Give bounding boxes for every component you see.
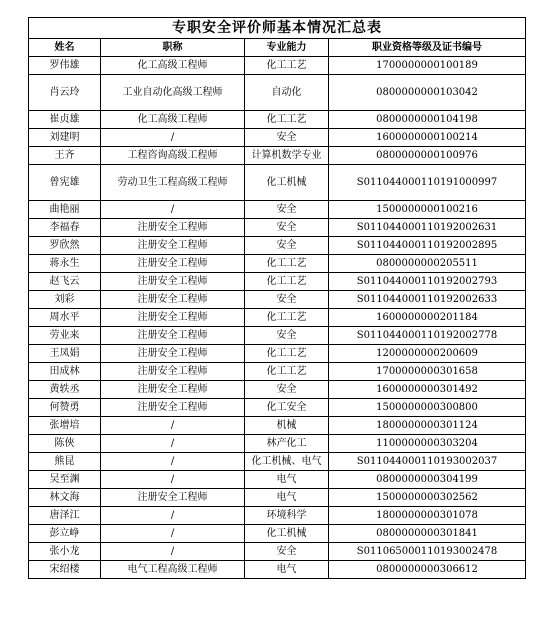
table-row [29, 543, 526, 561]
cell-title: / [101, 201, 245, 219]
header-title: 职称 [101, 39, 245, 57]
cell-cert: 1600000000100214 [329, 129, 526, 147]
table-row [29, 219, 526, 237]
cell-name: 赵飞云 [29, 273, 101, 291]
cell-ability: 安全 [245, 237, 329, 255]
cell-cert: 0800000000205511 [329, 255, 526, 273]
table-row [29, 363, 526, 381]
cell-cert: S011065000110193002478 [329, 543, 526, 561]
cell-name: 吴至渊 [29, 471, 101, 489]
cell-name: 田成林 [29, 363, 101, 381]
table-row [29, 327, 526, 345]
table-row [29, 561, 526, 579]
cell-title: 电气工程高级工程师 [101, 561, 245, 579]
cell-name: 何赞勇 [29, 399, 101, 417]
cell-name: 熊昆 [29, 453, 101, 471]
table-row [29, 309, 526, 327]
table-row [29, 471, 526, 489]
table-row [29, 525, 526, 543]
cell-ability: 电气 [245, 561, 329, 579]
cell-cert: 1700000000301658 [329, 363, 526, 381]
cell-title: / [101, 417, 245, 435]
cell-title: / [101, 435, 245, 453]
table-row [29, 417, 526, 435]
table-row [29, 345, 526, 363]
table-row [29, 165, 526, 201]
cell-title: 注册安全工程师 [101, 345, 245, 363]
header-row [29, 39, 526, 57]
cell-ability: 林产化工 [245, 435, 329, 453]
cell-name: 罗伟雄 [29, 57, 101, 75]
cell-cert: 0800000000304199 [329, 471, 526, 489]
table-row [29, 237, 526, 255]
cell-name: 黄轶丞 [29, 381, 101, 399]
cell-cert: 0800000000306612 [329, 561, 526, 579]
cell-ability: 安全 [245, 219, 329, 237]
cell-ability: 化工机械 [245, 525, 329, 543]
cell-title: 注册安全工程师 [101, 363, 245, 381]
cell-cert: 1100000000303204 [329, 435, 526, 453]
cell-ability: 安全 [245, 543, 329, 561]
cell-name: 蒋永生 [29, 255, 101, 273]
cell-title: 劳动卫生工程高级工程师 [101, 165, 245, 201]
cell-ability: 化工工艺 [245, 57, 329, 75]
cell-cert: 1800000000301124 [329, 417, 526, 435]
cell-name: 王齐 [29, 147, 101, 165]
cell-ability: 自动化 [245, 75, 329, 111]
cell-ability: 电气 [245, 489, 329, 507]
cell-ability: 安全 [245, 129, 329, 147]
cell-title: 注册安全工程师 [101, 291, 245, 309]
cell-ability: 化工工艺 [245, 363, 329, 381]
cell-cert: S011044000110192002778 [329, 327, 526, 345]
cell-name: 彭立峥 [29, 525, 101, 543]
cell-name: 罗欣然 [29, 237, 101, 255]
cell-ability: 安全 [245, 381, 329, 399]
cell-ability: 化工工艺 [245, 111, 329, 129]
cell-ability: 化工机械 [245, 165, 329, 201]
cell-title: / [101, 129, 245, 147]
cell-name: 张小龙 [29, 543, 101, 561]
cell-title: 工业自动化高级工程师 [101, 75, 245, 111]
personnel-summary-table [28, 17, 526, 579]
cell-title: / [101, 507, 245, 525]
cell-cert: 1600000000301492 [329, 381, 526, 399]
cell-cert: 1600000000201184 [329, 309, 526, 327]
cell-ability: 环境科学 [245, 507, 329, 525]
table-row [29, 273, 526, 291]
cell-title: 工程咨询高级工程师 [101, 147, 245, 165]
cell-ability: 化工安全 [245, 399, 329, 417]
cell-name: 曲艳丽 [29, 201, 101, 219]
cell-title: / [101, 525, 245, 543]
cell-ability: 计算机数学专业 [245, 147, 329, 165]
table-row [29, 489, 526, 507]
cell-title: 注册安全工程师 [101, 255, 245, 273]
table-row [29, 147, 526, 165]
cell-cert: S011044000110192002633 [329, 291, 526, 309]
cell-cert: 1500000000302562 [329, 489, 526, 507]
cell-title: 注册安全工程师 [101, 381, 245, 399]
cell-name: 周水平 [29, 309, 101, 327]
table-title: 专职安全评价师基本情况汇总表 [29, 18, 526, 39]
header-cert: 职业资格等级及证书编号 [329, 39, 526, 57]
table-row [29, 435, 526, 453]
table-row [29, 129, 526, 147]
cell-ability: 化工工艺 [245, 255, 329, 273]
cell-name: 刘彩 [29, 291, 101, 309]
cell-ability: 化工工艺 [245, 273, 329, 291]
cell-title: 注册安全工程师 [101, 399, 245, 417]
table-row [29, 255, 526, 273]
cell-ability: 电气 [245, 471, 329, 489]
cell-cert: 0800000000104198 [329, 111, 526, 129]
cell-cert: 1500000000300800 [329, 399, 526, 417]
table-row [29, 453, 526, 471]
cell-title: 注册安全工程师 [101, 309, 245, 327]
cell-title: 化工高级工程师 [101, 111, 245, 129]
cell-title: 注册安全工程师 [101, 327, 245, 345]
cell-ability: 化工机械、电气 [245, 453, 329, 471]
cell-cert: S011044000110192002895 [329, 237, 526, 255]
cell-ability: 安全 [245, 327, 329, 345]
cell-ability: 化工工艺 [245, 345, 329, 363]
cell-cert: 1500000000100216 [329, 201, 526, 219]
cell-ability: 机械 [245, 417, 329, 435]
table-row [29, 75, 526, 111]
cell-name: 肖云玲 [29, 75, 101, 111]
cell-cert: 1800000000301078 [329, 507, 526, 525]
cell-title: 化工高级工程师 [101, 57, 245, 75]
table-row [29, 291, 526, 309]
cell-title: / [101, 471, 245, 489]
table-row [29, 201, 526, 219]
cell-cert: 1200000000200609 [329, 345, 526, 363]
cell-name: 宋绍楼 [29, 561, 101, 579]
cell-name: 曾宪雄 [29, 165, 101, 201]
cell-name: 李福春 [29, 219, 101, 237]
cell-name: 王凤娟 [29, 345, 101, 363]
cell-name: 唐泽江 [29, 507, 101, 525]
cell-title: 注册安全工程师 [101, 237, 245, 255]
table-row [29, 507, 526, 525]
cell-ability: 化工工艺 [245, 309, 329, 327]
cell-title: 注册安全工程师 [101, 219, 245, 237]
cell-title: / [101, 543, 245, 561]
cell-ability: 安全 [245, 291, 329, 309]
cell-name: 林文海 [29, 489, 101, 507]
table-row [29, 57, 526, 75]
cell-name: 刘建明 [29, 129, 101, 147]
table-body [29, 57, 526, 579]
table-row [29, 399, 526, 417]
cell-title: 注册安全工程师 [101, 489, 245, 507]
cell-cert: S011044000110193002037 [329, 453, 526, 471]
cell-title: / [101, 453, 245, 471]
cell-name: 崔贞雄 [29, 111, 101, 129]
cell-name: 陈俠 [29, 435, 101, 453]
cell-cert: 1700000000100189 [329, 57, 526, 75]
header-ability: 专业能力 [245, 39, 329, 57]
cell-cert: S011044000110192002631 [329, 219, 526, 237]
cell-ability: 安全 [245, 201, 329, 219]
cell-name: 张增培 [29, 417, 101, 435]
cell-cert: 0800000000100976 [329, 147, 526, 165]
cell-cert: 0800000000301841 [329, 525, 526, 543]
cell-name: 劳业来 [29, 327, 101, 345]
cell-cert: S011044000110192002793 [329, 273, 526, 291]
header-name: 姓名 [29, 39, 101, 57]
table-row [29, 381, 526, 399]
table-row [29, 111, 526, 129]
cell-cert: 0800000000103042 [329, 75, 526, 111]
cell-cert: S011044000110191000997 [329, 165, 526, 201]
cell-title: 注册安全工程师 [101, 273, 245, 291]
